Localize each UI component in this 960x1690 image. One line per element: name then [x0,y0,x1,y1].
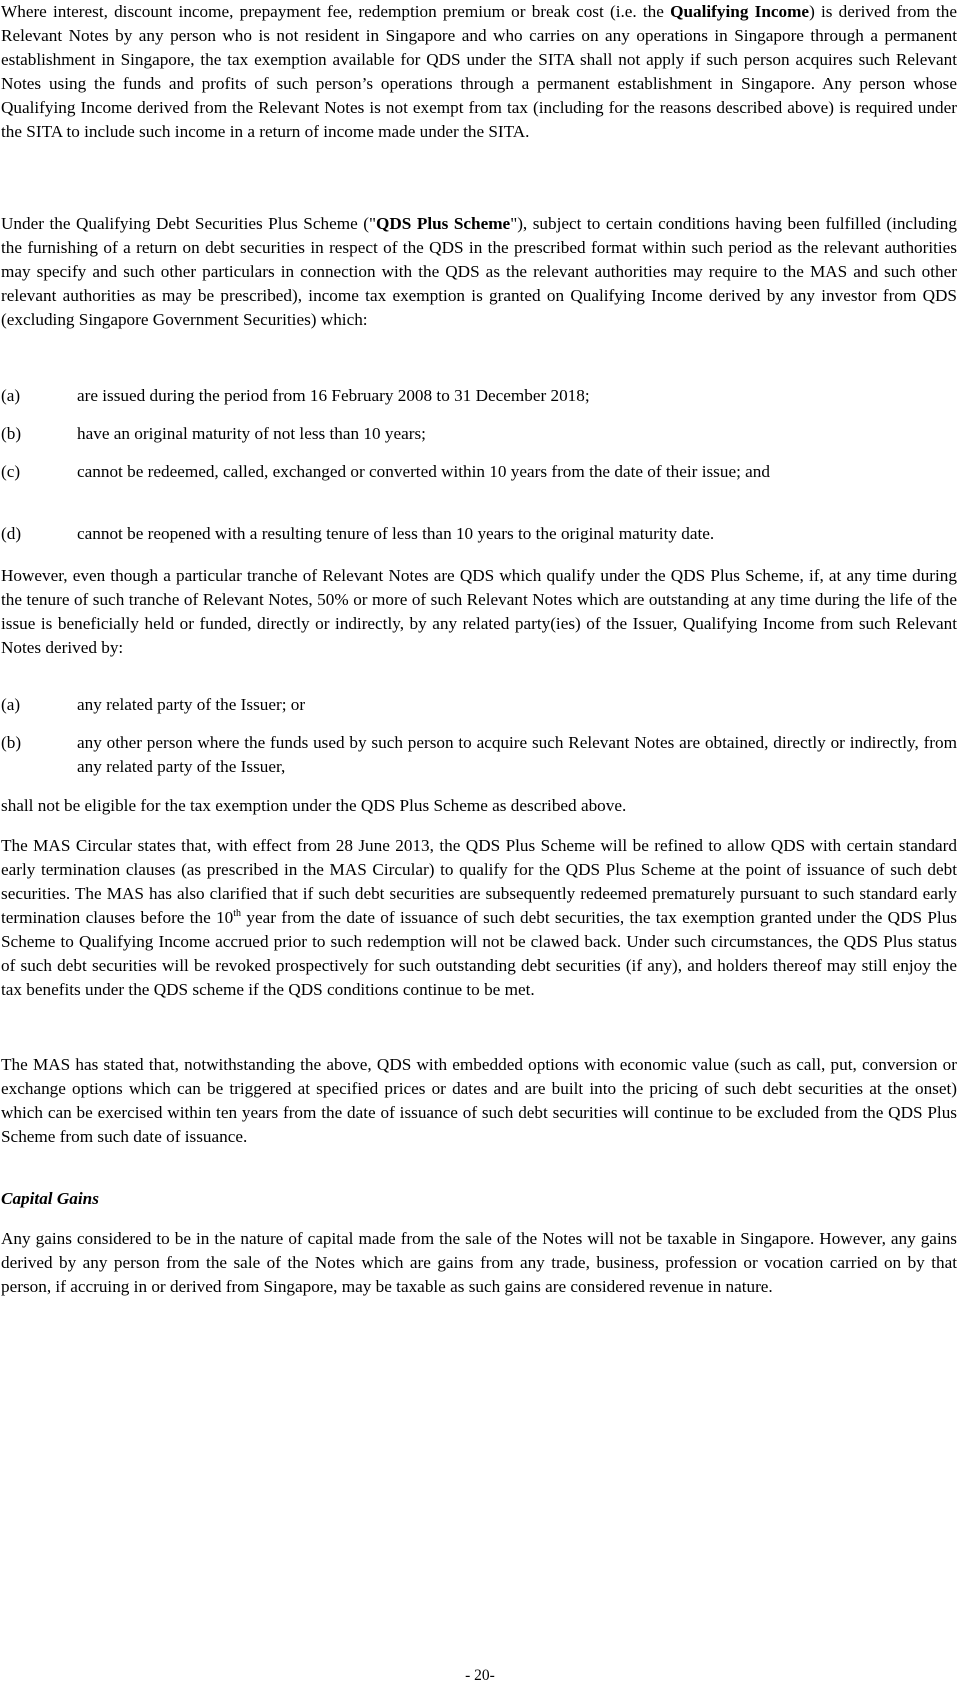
section-heading: Capital Gains [1,1189,99,1208]
list-item-label: (b) [1,424,22,443]
p1-text-3: Any person whose Qualifying Income derived from the Relevant Notes is not exempt from tax (including for the reasons described above) is required under the SITA to include such income in a return of income made under the SITA. [1,74,957,141]
list-item-label: (a) [1,386,21,405]
p1-bold-term: Qualifying Income [670,2,810,21]
list-item-text: cannot be reopened with a resulting tenure of less than 10 years to the original maturity date. [77,524,715,543]
list-item-text: cannot be redeemed, called, exchanged or converted within 10 years from the date of their issue; and [77,462,770,481]
list-item-text: any other person where the funds used by such person to acquire such Relevant Notes are obtained, directly or indirectly, from any related party of the Issuer, [77,733,957,776]
p2-bold-term: QDS Plus Scheme [375,214,511,233]
page-number: - 20- [465,1667,495,1684]
list-item-text: have an original maturity of not less than 10 years; [77,424,426,443]
p1-text-1: Where interest, discount income, prepayment fee, redemption premium or break cost (i.e. the [1,2,671,21]
p5-text-2: year from the date of issuance of such debt securities, the tax exemption granted under the QDS Plus Scheme to Qualifying Income accrued prior to such redemption will not be clawed back. Under such circumstances, the QDS Plus status of such debt securities will be revoked prospectively for such outstanding debt securities (if any), and holders thereof may still enjoy the tax benefits under the QDS scheme if the QDS conditions continue to be met. [1,908,957,999]
paragraph-related-party: However, even though a particular tranche of Relevant Notes are QDS which qualify under the QDS Plus Scheme, if, at any time during the tenure of such tranche of Relevant Notes, 50% or more of such Relevant Notes which are outstanding at any time during the life of the issue is beneficially held or funded, directly or indirectly, by any related party(ies) of the Issuer, Qualifying Income from such Relevant Notes derived by: [1,566,957,657]
list-item-label: (b) [1,733,22,752]
paragraph-qds-plus-scheme [1,212,957,332]
paragraph-not-eligible: shall not be eligible for the tax exemption under the QDS Plus Scheme as described above. [1,796,627,815]
p1-text-2: ) is derived from the Relevant Notes by any person who is not resident in Singapore and who carries on any operations in Singapore through a permanent establishment in Singapore, the tax exemption available for QDS under the SITA shall not apply if such person acquires such Relevant Notes using the funds and profits of such person’s operations through a permanent establishment in Singapore. [1,2,958,93]
list-item-label: (a) [1,695,21,714]
paragraph-qualifying-income [1,0,957,144]
paragraph-capital-gains: Any gains considered to be in the nature of capital made from the sale of the Notes will not be taxable in Singapore. However, any gains derived by any person from the sale of the Notes which are gains from any trade, business, profession or vocation carried on by that person, if accruing in or derived from Singapore, may be taxable as such gains are considered revenue in nature. [1,1229,957,1296]
p5-text-1: The MAS Circular states that, with effect from 28 June 2013, the QDS Plus Scheme will be refined to allow QDS with certain standard early termination clauses (as prescribed in the MAS Circular) to qualify for the QDS Plus Scheme at the point of issuance of such debt securities. The MAS has also clarified that if such debt securities are subsequently redeemed prematurely pursuant to such standard early termination clauses before the 10 [1,836,957,927]
list-item-label: (c) [1,462,21,481]
list-item-label: (d) [1,524,22,543]
p5-superscript: th [233,908,242,919]
paragraph-embedded-options: The MAS has stated that, notwithstanding the above, QDS with embedded options with economic value (such as call, put, conversion or exchange options which can be triggered at specified prices or dates and are built into the pricing of such debt securities at the onset) which can be exercised within ten years from the date of issuance of such debt securities will continue to be excluded from the QDS Plus Scheme from such date of issuance. [1,1055,957,1146]
list-item-text: are issued during the period from 16 February 2008 to 31 December 2018; [77,386,590,405]
list-item-text: any related party of the Issuer; or [77,695,306,714]
p2-text-2: "), subject to certain conditions having been fulfilled (including the furnishing of a return on debt securities in respect of the QDS in the prescribed format within such period as the relevant authorities may specify and such other particulars in connection with the QDS as the relevant authorities may require to the MAS and such other relevant authorities as may be prescribed), income tax exemption is granted on Qualifying Income derived by any investor from QDS (excluding Singapore Government Securities) which: [1,214,957,329]
p2-text-1: Under the Qualifying Debt Securities Plus Scheme (" [1,214,376,233]
paragraph-mas-circular [1,834,957,1002]
